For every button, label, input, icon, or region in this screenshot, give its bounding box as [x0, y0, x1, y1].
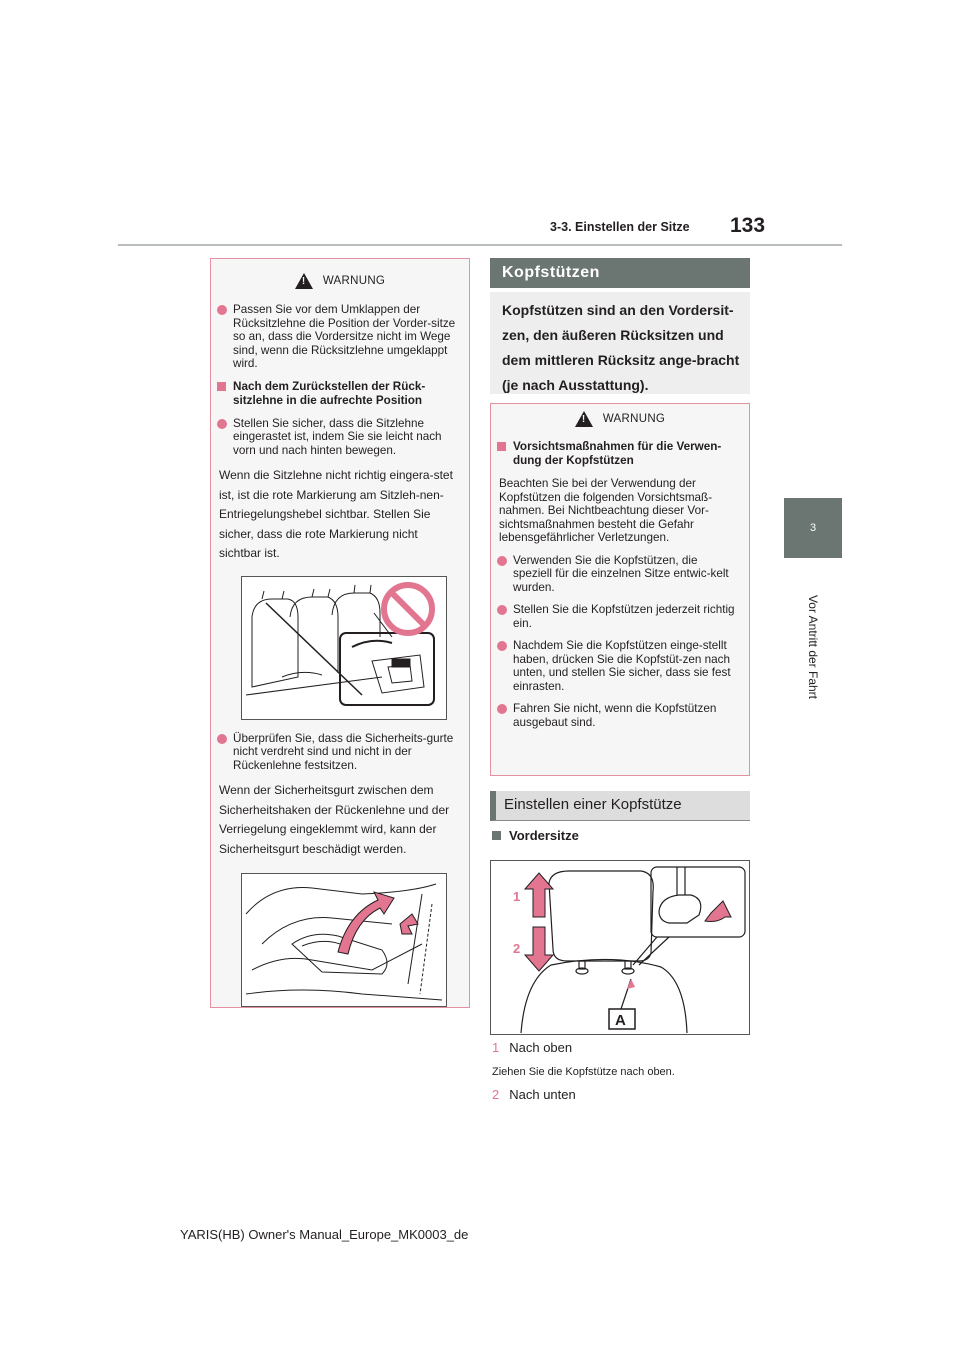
step-text: Nach oben	[509, 1040, 573, 1055]
step-number: 2	[492, 1087, 500, 1102]
step-number: 1	[492, 1040, 500, 1055]
fig-label-1: 1	[513, 889, 521, 904]
fold-seat-illustration	[241, 873, 447, 1007]
step-1-description: Ziehen Sie die Kopfstütze nach oben.	[492, 1066, 675, 1078]
warning-box-left	[210, 258, 470, 1008]
warning-header	[211, 259, 469, 303]
seat-lever-drawing	[242, 577, 446, 719]
step-1	[492, 1040, 572, 1055]
warning-title: WARNUNG	[322, 275, 386, 287]
section-header-einstellen: Einstellen einer Kopfstütze	[490, 791, 750, 821]
warning-bullet: Stellen Sie die Kopfstützen jederzeit richtig ein.	[495, 603, 737, 630]
warning-title: WARNUNG	[602, 413, 666, 425]
page-number: 133	[730, 214, 766, 237]
subsection-title	[492, 828, 579, 843]
section-intro: Kopfstützen sind an den Vordersit-zen, den äußeren Rücksitzen und dem mittleren Rücksitz ange-bracht (je nach Ausstattung).	[490, 292, 750, 394]
warning-subhead: Nach dem Zurückstellen der Rück-sitzlehne in die aufrechte Position	[215, 380, 457, 408]
warning-paragraph: Beachten Sie bei der Verwendung der Kopfstützen die folgenden Vorsichtsmaß-nahmen. Bei Nichtbeachtung dieser Vor-sichtsmaßnahmen besteht die Gefahr lebensgefährlicher Verletzungen.	[499, 477, 713, 544]
header-rule	[118, 244, 842, 246]
warning-bullet: Passen Sie vor dem Umklappen der Rücksitzlehne die Position der Vorder-sitze so an, dass die Vordersitze nicht im Wege sind, wenn die Rücksitzlehne umgeklappt wird.	[215, 303, 457, 371]
warning-paragraph: Wenn der Sicherheitsgurt zwischen dem Sicherheitshaken der Rückenlehne und der Verriegelung eingeklemmt wird, kann der Sicherheitsgurt beschädigt werden.	[219, 783, 450, 856]
warning-bullet: Stellen Sie sicher, dass die Sitzlehne eingerastet ist, indem Sie sie leicht nach vorn und nach hinten bewegen.	[215, 417, 457, 458]
warning-bullet: Verwenden Sie die Kopfstützen, die speziell für die einzelnen Sitze entwic-kelt wurden.	[495, 554, 737, 595]
warning-header	[491, 404, 749, 434]
rear-seat-lever-illustration	[241, 576, 447, 720]
chapter-tab: 3	[784, 498, 842, 558]
warning-icon: !	[295, 273, 313, 289]
warning-bullet: Fahren Sie nicht, wenn die Kopfstützen ausgebaut sind.	[495, 702, 737, 729]
warning-paragraph: Wenn die Sitzlehne nicht richtig eingera-stet ist, ist die rote Markierung am Sitzleh-nen-Entriegelungshebel sichtbar. Stellen Sie sicher, dass die rote Markierung nicht sichtbar ist.	[219, 468, 453, 560]
warning-box-right	[490, 403, 750, 776]
headrest-illustration	[490, 860, 750, 1035]
warning-bullet: Nachdem Sie die Kopfstützen einge-stellt haben, drücken Sie die Kopfstüt-zen nach unten, und stellen Sie sicher, dass sie fest einrasten.	[495, 639, 737, 693]
chapter-label: Vor Antritt der Fahrt	[806, 594, 820, 700]
warning-icon: !	[575, 411, 593, 427]
square-bullet-icon	[492, 831, 501, 840]
fig-label-2: 2	[513, 941, 521, 956]
headrest-drawing	[491, 861, 749, 1034]
fig-label-a: A	[615, 1012, 626, 1029]
fold-seat-drawing	[242, 874, 446, 1006]
page-footer: YARIS(HB) Owner's Manual_Europe_MK0003_de	[180, 1227, 469, 1242]
warning-subhead: Vorsichtsmaßnahmen für die Verwen-dung der Kopfstützen	[495, 440, 737, 468]
step-text: Nach unten	[509, 1087, 576, 1102]
section-header-kopfstuetzen: Kopfstützen	[490, 258, 750, 288]
warning-bullet: Überprüfen Sie, dass die Sicherheits-gurte nicht verdreht sind und nicht in der Rückenlehne festsitzen.	[215, 732, 457, 773]
section-title: 3-3. Einstellen der Sitze	[550, 220, 690, 234]
subsection-label: Vordersitze	[509, 828, 579, 843]
step-2	[492, 1087, 576, 1102]
